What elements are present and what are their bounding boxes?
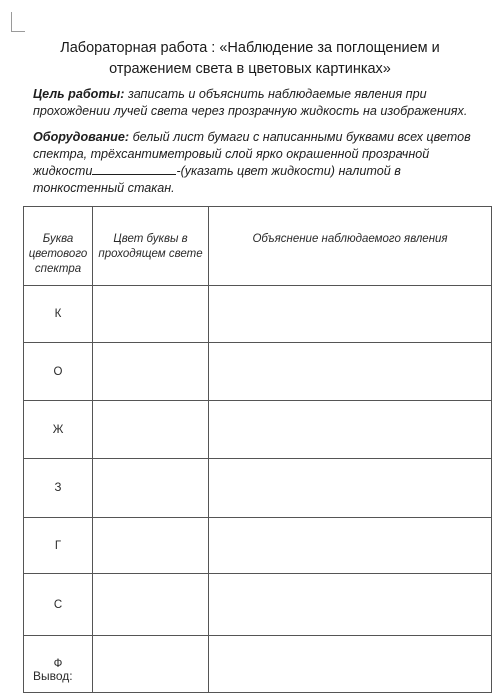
explanation-cell[interactable] — [209, 286, 492, 343]
page-title — [30, 38, 470, 80]
color-cell[interactable] — [93, 343, 209, 401]
liquid-color-blank[interactable] — [92, 163, 176, 175]
table-row — [24, 518, 492, 574]
color-cell[interactable] — [93, 459, 209, 518]
explanation-cell[interactable] — [209, 574, 492, 636]
color-cell[interactable] — [93, 636, 209, 693]
color-cell[interactable] — [93, 286, 209, 343]
corner-crop-mark — [11, 12, 25, 32]
equipment-text-after: -(указать цвет жидкости) налитой в тонкостенный стакан. — [33, 164, 401, 195]
title-line-2: отражением света в цветовых картинках» — [109, 61, 391, 77]
row-letter: Г — [24, 518, 93, 574]
table-row — [24, 286, 492, 343]
table-row — [24, 459, 492, 518]
table-row — [24, 636, 492, 693]
table-row — [24, 574, 492, 636]
color-cell[interactable] — [93, 518, 209, 574]
header-letter: Буква цветового спектра — [24, 207, 93, 286]
observation-table — [23, 206, 492, 693]
explanation-cell[interactable] — [209, 401, 492, 459]
row-letter: С — [24, 574, 93, 636]
table-row — [24, 343, 492, 401]
row-letter: Ф — [24, 636, 93, 693]
equipment-label: Оборудование: — [33, 130, 130, 144]
header-explanation: Объяснение наблюдаемого явления — [209, 207, 492, 286]
goal-label: Цель работы: — [33, 87, 125, 101]
row-letter: О — [24, 343, 93, 401]
explanation-cell[interactable] — [209, 343, 492, 401]
color-cell[interactable] — [93, 574, 209, 636]
title-line-1: Лабораторная работа : «Наблюдение за поглощением и — [60, 40, 440, 56]
equipment-paragraph — [33, 129, 483, 197]
explanation-cell[interactable] — [209, 459, 492, 518]
conclusion-label: Вывод: — [33, 669, 73, 683]
explanation-cell[interactable] — [209, 518, 492, 574]
equipment-text-before: белый лист бумаги с написанными буквами всех цветов спектра, трёхсантиметровый слой ярко окрашенной прозрачной жидкости — [33, 130, 471, 178]
row-letter: Ж — [24, 401, 93, 459]
table-header-row — [24, 207, 492, 286]
row-letter: З — [24, 459, 93, 518]
goal-text: записать и объяснить наблюдаемые явления при прохождении лучей света через прозрачную жидкость на изображениях. — [33, 87, 468, 118]
row-letter: К — [24, 286, 93, 343]
color-cell[interactable] — [93, 401, 209, 459]
goal-paragraph — [33, 86, 483, 120]
header-color: Цвет буквы в проходящем свете — [93, 207, 209, 286]
explanation-cell[interactable] — [209, 636, 492, 693]
table-row — [24, 401, 492, 459]
